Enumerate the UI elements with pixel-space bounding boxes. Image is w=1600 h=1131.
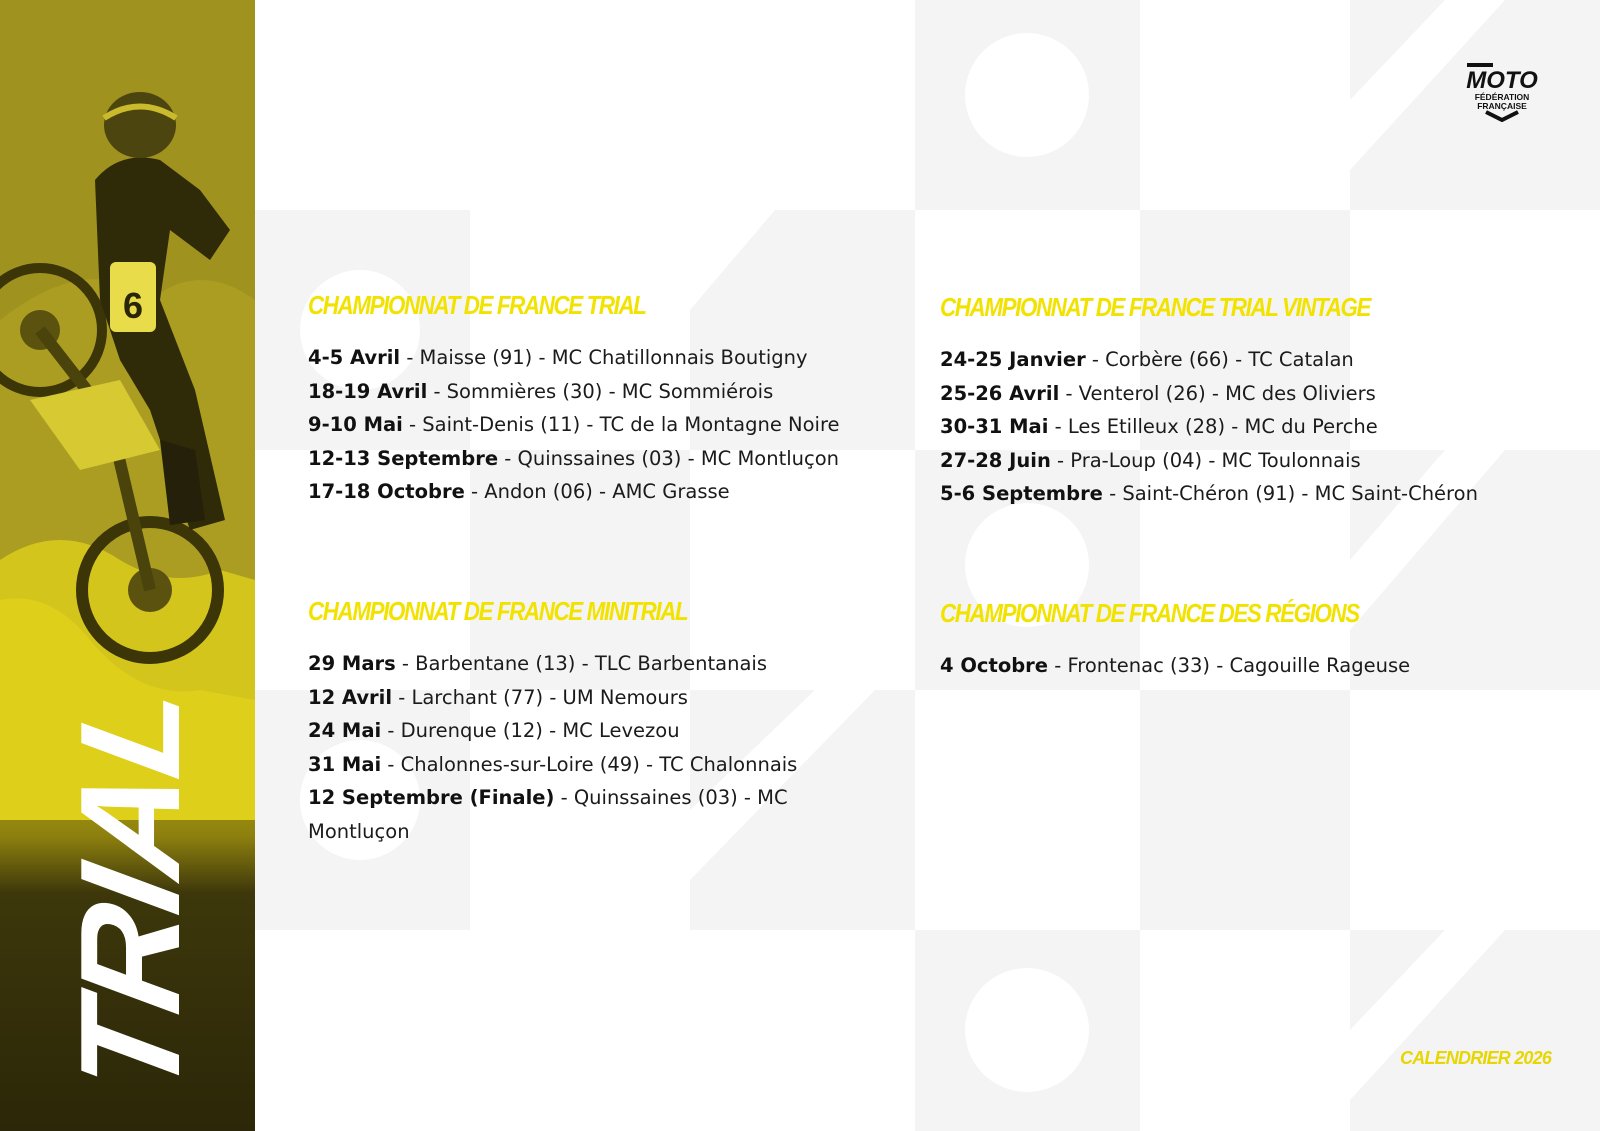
event-item [308, 408, 840, 442]
section-title: CHAMPIONNAT DE FRANCE DES RÉGIONS [940, 598, 1359, 628]
event-item [308, 781, 808, 848]
section-title: CHAMPIONNAT DE FRANCE TRIAL VINTAGE [940, 292, 1371, 322]
discipline-title: TRIAL [51, 675, 210, 1107]
event-date: 9-10 Mai [308, 413, 403, 437]
section-regions [940, 598, 1427, 683]
event-list [940, 343, 1478, 511]
event-details: - Quinssaines (03) - MC Montluçon [498, 446, 840, 470]
event-date: 25-26 Avril [940, 381, 1060, 405]
event-item [308, 681, 808, 715]
event-item [940, 444, 1478, 478]
event-date: 18-19 Avril [308, 379, 428, 403]
event-list [308, 647, 808, 849]
event-details: - Andon (06) - AMC Grasse [464, 480, 730, 504]
event-item [940, 649, 1427, 683]
section-trial-vintage [940, 292, 1478, 511]
event-item [940, 410, 1478, 444]
event-date: 12 Avril [308, 685, 393, 709]
event-item [308, 647, 808, 681]
event-details: - Sommières (30) - MC Sommiérois [427, 379, 774, 403]
event-details: - Pra-Loup (04) - MC Toulonnais [1050, 448, 1361, 472]
event-date: 12 Septembre (Finale) [308, 786, 555, 810]
ffm-logo [1464, 60, 1540, 122]
sidebar-photo-band [0, 0, 255, 1131]
event-item [308, 375, 840, 409]
event-details: - Les Etilleux (28) - MC du Perche [1048, 415, 1378, 439]
event-date: 30-31 Mai [940, 415, 1049, 439]
section-title: CHAMPIONNAT DE FRANCE MINITRIAL [308, 596, 688, 626]
event-details: - Quinssaines (03) - MC Montluçon [308, 786, 788, 843]
background-pattern [255, 0, 1600, 1131]
event-item [308, 341, 840, 375]
event-date: 4 Octobre [940, 654, 1049, 677]
event-details: - Venterol (26) - MC des Oliviers [1059, 381, 1376, 405]
event-date: 12-13 Septembre [308, 446, 499, 470]
event-details: - Barbentane (13) - TLC Barbentanais [395, 652, 767, 675]
event-date: 29 Mars [308, 652, 396, 675]
event-details: - Larchant (77) - UM Nemours [392, 685, 688, 709]
section-trial [308, 290, 840, 509]
event-item [308, 748, 808, 782]
bib-number: 6 [122, 285, 144, 326]
event-date: 5-6 Septembre [940, 482, 1103, 506]
event-item [940, 477, 1478, 511]
event-details: - Durenque (12) - MC Levezou [381, 719, 680, 743]
section-minitrial [308, 596, 808, 849]
event-date: 4-5 Avril [308, 346, 401, 369]
event-details: - Frontenac (33) - Cagouille Rageuse [1048, 654, 1411, 677]
event-list [940, 649, 1427, 683]
event-date: 24-25 Janvier [940, 348, 1086, 371]
event-details: - Saint-Denis (11) - TC de la Montagne Noire [402, 413, 840, 437]
event-details: - Chalonnes-sur-Loire (49) - TC Chalonnais [381, 752, 798, 776]
event-details: - Corbère (66) - TC Catalan [1085, 348, 1354, 371]
section-title: CHAMPIONNAT DE FRANCE TRIAL [308, 290, 646, 320]
logo-line1: FÉDÉRATION [1474, 92, 1530, 102]
event-date: 27-28 Juin [940, 448, 1051, 472]
event-item [308, 714, 808, 748]
footer-calendar-label: CALENDRIER 2026 [1400, 1048, 1552, 1068]
event-list [308, 341, 840, 509]
event-date: 31 Mai [308, 752, 382, 776]
event-item [308, 475, 840, 509]
event-details: - Saint-Chéron (91) - MC Saint-Chéron [1102, 482, 1478, 506]
logo-line2: FRANÇAISE [1477, 101, 1527, 111]
event-item [940, 377, 1478, 411]
logo-wordmark: MOTO [1466, 67, 1538, 94]
event-item [940, 343, 1478, 377]
event-date: 17-18 Octobre [308, 480, 465, 504]
event-item [308, 442, 840, 476]
event-date: 24 Mai [308, 719, 382, 743]
event-details: - Maisse (91) - MC Chatillonnais Boutigny [400, 346, 808, 369]
